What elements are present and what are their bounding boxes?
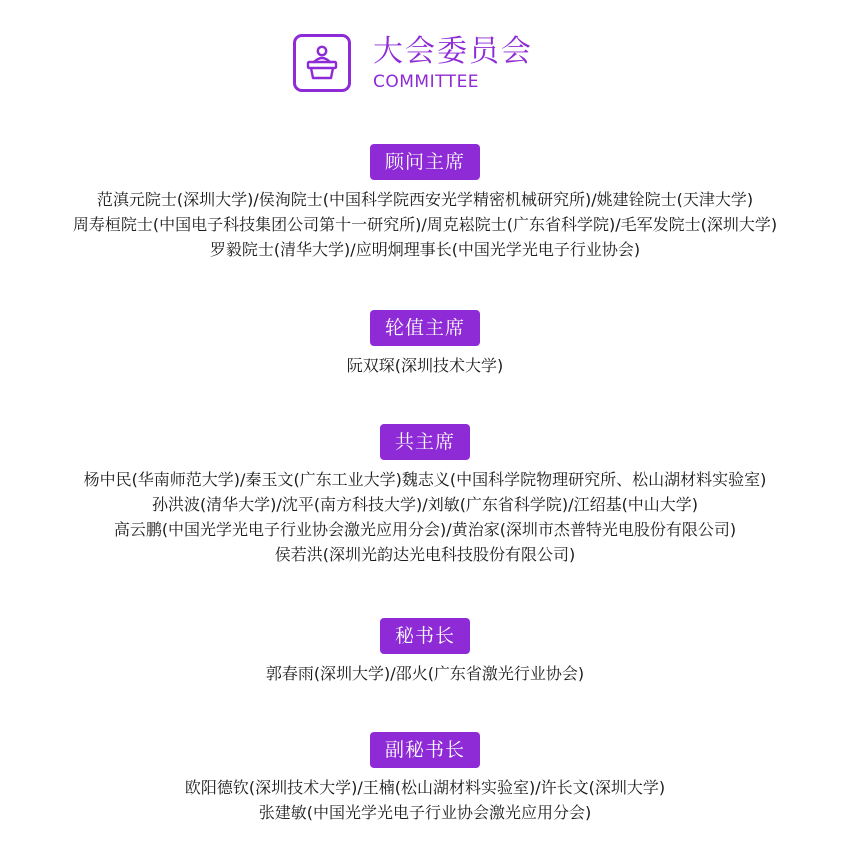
title-block [373, 34, 533, 92]
member-list [0, 775, 850, 825]
member-line: 欧阳德钦(深圳技术大学)/王楠(松山湖材料实验室)/许长文(深圳大学) [184, 778, 666, 797]
committee-header [293, 34, 533, 92]
podium-speaker-icon-svg [302, 43, 342, 83]
member-line: 张建敏(中国光学光电子行业协会激光应用分会) [258, 803, 592, 822]
member-list [0, 187, 850, 262]
section-badge-co-chairs: 共主席 [380, 424, 470, 460]
member-line: 阮双琛(深圳技术大学) [346, 356, 504, 375]
member-list [0, 353, 850, 378]
member-list [0, 467, 850, 567]
member-line: 罗毅院士(清华大学)/应明炯理事长(中国光学光电子行业协会) [209, 240, 641, 259]
member-line: 侯若洪(深圳光韵达光电科技股份有限公司) [274, 545, 576, 564]
page-title: 大会委员会 [373, 34, 533, 69]
member-line: 孙洪波(清华大学)/沈平(南方科技大学)/刘敏(广东省科学院)/江绍基(中山大学) [151, 495, 699, 514]
section-co-chairs [0, 424, 850, 567]
podium-speaker-icon [293, 34, 351, 92]
member-line: 郭春雨(深圳大学)/邵火(广东省激光行业协会) [265, 664, 585, 683]
page-subtitle: COMMITTEE [373, 72, 480, 92]
section-badge-secretary-general: 秘书长 [380, 618, 470, 654]
member-list [0, 661, 850, 686]
section-secretary-general [0, 618, 850, 686]
section-badge-advisory-chairs: 顾问主席 [370, 144, 480, 180]
member-line: 周寿桓院士(中国电子科技集团公司第十一研究所)/周克崧院士(广东省科学院)/毛军发院士(深圳大学) [72, 215, 778, 234]
section-advisory-chairs [0, 144, 850, 262]
section-deputy-secretary-general [0, 732, 850, 825]
section-badge-deputy-secretary-general: 副秘书长 [370, 732, 480, 768]
member-line: 高云鹏(中国光学光电子行业协会激光应用分会)/黄治家(深圳市杰普特光电股份有限公司) [113, 520, 737, 539]
member-line: 范滇元院士(深圳大学)/侯洵院士(中国科学院西安光学精密机械研究所)/姚建铨院士(天津大学) [96, 190, 754, 209]
section-badge-rotating-chair: 轮值主席 [370, 310, 480, 346]
member-line: 杨中民(华南师范大学)/秦玉文(广东工业大学)魏志义(中国科学院物理研究所、松山湖材料实验室) [83, 470, 767, 489]
section-rotating-chair [0, 310, 850, 378]
